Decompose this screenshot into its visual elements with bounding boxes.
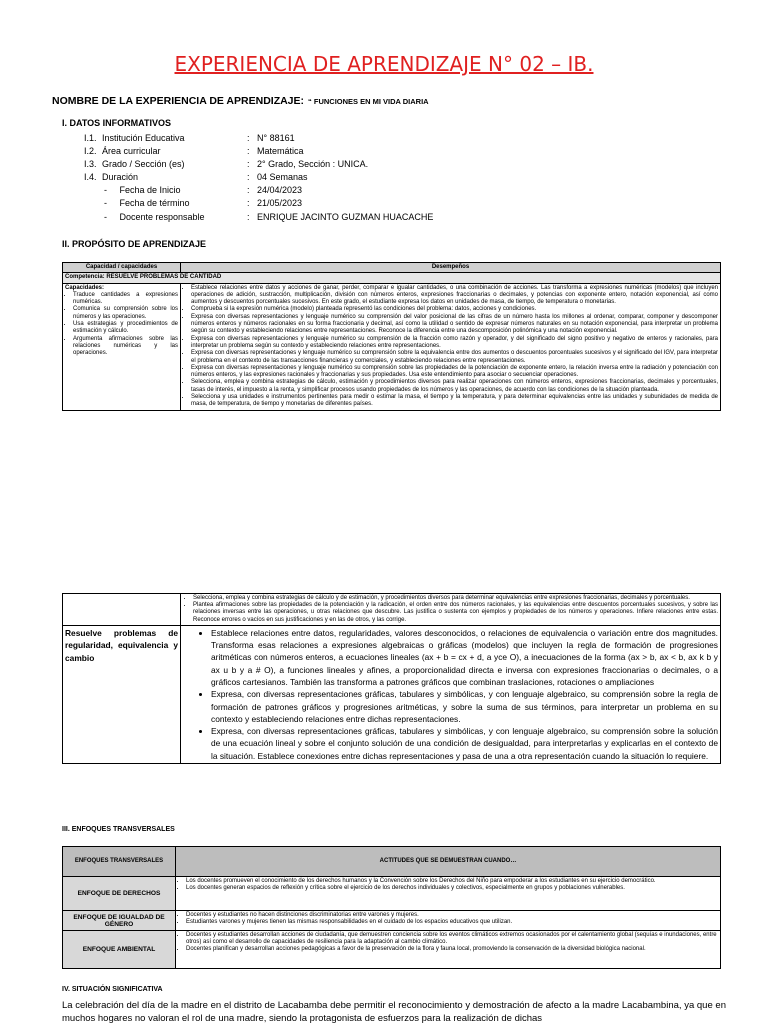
page-title: EXPERIENCIA DE APRENDIZAJE N° 02 – IB. — [174, 52, 594, 76]
competencia-regularidad-table — [62, 593, 721, 764]
info-label: Institución Educativa — [102, 133, 185, 143]
section-enfoques: III. ENFOQUES TRANSVERSALES — [62, 826, 175, 833]
list-item: • Docentes planifican y desarrollan acciones pedagógicas a favor de la preservación de la flora y fauna local, promoviendo la conservación de la diversidad biológica nacional. — [186, 946, 718, 953]
info-value: ENRIQUE JACINTO GUZMAN HUACACHE — [257, 211, 434, 222]
list-item: • Los docentes promueven el conocimiento de los derechos humanos y la Convención sobre los Derechos del Niño para empoderar a los estudiantes en su ejercicio democrático. — [186, 878, 718, 885]
experience-name-value: “ FUNCIONES EN MI VIDA DIARIA — [308, 97, 429, 106]
info-row: I.1. Institución Educativa : N° 88161 — [84, 132, 433, 145]
list-item: • Comunica su comprensión sobre los números y las operaciones. — [73, 306, 178, 321]
list-item: • Establece relaciones entre datos y acciones de ganar, perder, comparar e igualar cantidades, o una combinación de acciones. Las transforma a expresiones numéricas (modelos) que incluyen operaciones de adición, sustracción, multiplicación, división con números enteros, expresiones fraccionarias o decimales, y potencias con exponente entero, notación exponencial, así como aumentos y descuentos porcentuales sucesivos. En este grado, el estudiante expresa los datos en unidades de masa, de tiempo, de temperatura o monetarias. — [191, 285, 718, 307]
header-actitudes: ACTITUDES QUE SE DEMUESTRAN CUANDO… — [176, 847, 721, 877]
situacion-text: La celebración del día de la madre en el distrito de Lacabamba debe permitir el reconocimiento y demostración de afecto a la madre Lacabambina, ya que en muchos hogares no valoran el rol de una madre, siendo la protagonista de esfuerzos para la realización de dichas — [62, 1000, 726, 1024]
list-item: • Plantea afirmaciones sobre las propiedades de la potenciación y la radicación, el orden entre dos números racionales, y las equivalencias entre descuentos porcentuales sucesivos, y sobre las relaciones inversas entre las operaciones, u otras relaciones que descubre. Las justifica o sustenta con ejemplos y propiedades de los números y operaciones. Infiere relaciones entre estas. Reconoce errores o vacíos en sus justificaciones y en las de otros, y las corrige. — [193, 602, 718, 624]
desempenos-list — [183, 285, 718, 409]
list-item: • Expresa con diversas representaciones y lenguaje numérico su comprensión del valor posicional de las cifras de un número hasta los millones al ordenar, comparar, componer y descomponer números enteros y números racionales en su forma fraccionaria y decimal, así como la utilidad o sentido de expresar números naturales en su notación exponencial, para interpretar un problema según su contexto y estableciendo relaciones entre representaciones. Reconoce la diferencia entre una descomposición polinómica y una notación exponencial. — [191, 314, 718, 336]
info-value: Matemática — [257, 146, 304, 157]
list-item: • Estudiantes varones y mujeres tienen las mismas responsabilidades en el cuidado de los espacios educativos que utilizan. — [186, 919, 718, 926]
info-value: 21/05/2023 — [257, 198, 303, 209]
enfoque-igualdad: ENFOQUE DE IGUALDAD DE GÉNERO — [63, 911, 176, 931]
info-label: Fecha de término — [119, 198, 190, 209]
desempenos-top-list — [183, 595, 718, 624]
info-num: I.2. — [84, 146, 97, 157]
info-row: I.4. Duración : 04 Semanas — [84, 171, 433, 184]
info-num: I.3. — [84, 159, 97, 170]
enfoque-ambiental: ENFOQUE AMBIENTAL — [63, 931, 176, 969]
list-item: • Selecciona, emplea y combina estrategias de cálculo y de estimación, y procedimientos diversos para determinar equivalencias entre expresiones fraccionarias, decimales y porcentuales. — [193, 595, 718, 602]
list-item: • Usa estrategias y procedimientos de estimación y cálculo. — [73, 321, 178, 336]
header-capacidad: Capacidad / capacidades — [63, 263, 181, 273]
info-table — [84, 132, 433, 224]
list-item: • Docentes y estudiantes desarrollan acciones de ciudadanía, que demuestren conciencia sobre los eventos climáticos extremos ocasionados por el calentamiento global (sequías e inundaciones, entre otros) así como el desarrollo de capacidades de resiliencia para la adaptación al cambio climático. — [186, 932, 718, 946]
enfoque-derechos: ENFOQUE DE DERECHOS — [63, 877, 176, 911]
list-item: • Expresa con diversas representaciones y lenguaje numérico su comprensión sobre las propiedades de la potenciación de exponente entero, la relación inversa entre la radiación y potenciación con números enteros, y las expresiones racionales y fraccionarias y sus propiedades. Usa este entendimiento para asociar o secuenciar operaciones. — [191, 365, 718, 380]
actitudes-list — [178, 878, 718, 892]
list-item: • Establece relaciones entre datos, regularidades, valores desconocidos, o relaciones de equivalencia o variación entre dos magnitudes. Transforma esas relaciones a expresiones algebraicas o gráficas (modelos) que incluyen la regla de formación de progresiones aritméticas con números enteros, a ecuaciones lineales (ax + b = cx + d, a yce O), a inecuaciones de la forma (ax > b, ax < b, ax k b y ax u b y a # O), a funciones lineales y afines, a proporcionalidad directa e inversa con expresiones fraccionarias o decimales, o a gráficos cartesianos. También las transforma a patrones gráficos que combinan traslaciones, rotaciones o ampliaciones — [211, 627, 718, 688]
section-proposito: II. PROPÓSITO DE APRENDIZAJE — [62, 239, 207, 249]
actitudes-list — [178, 932, 718, 953]
desempenos-regularidad-list — [183, 627, 718, 762]
list-item: • Docentes y estudiantes no hacen distinciones discriminatorias entre varones y mujeres. — [186, 912, 718, 919]
list-item: • Expresa, con diversas representaciones gráficas, tabulares y simbólicas, y con lenguaje algebraico, su comprensión sobre la regla de formación de patrones gráficos y progresiones aritméticas, y sobre la suma de sus términos, para interpretar un problema en su contexto y estableciendo relaciones entre dichas representaciones. — [211, 688, 718, 725]
capacidades-list — [65, 292, 178, 358]
list-item: • Comprueba si la expresión numérica (modelo) planteada representó las condiciones del problema: datos, acciones y condiciones. — [191, 306, 718, 313]
info-value: N° 88161 — [257, 133, 295, 143]
section-situacion: IV. SITUACIÓN SIGNIFICATIVA — [62, 986, 163, 993]
competencia-row: Competencia: RESUELVE PROBLEMAS DE CANTIDAD — [63, 273, 721, 283]
info-row: I.3. Grado / Sección (es) : 2° Grado, Sección : UNICA. — [84, 158, 433, 171]
info-row: - Fecha de término : 21/05/2023 — [84, 197, 433, 210]
info-num: I.1. — [84, 133, 97, 143]
info-label: Fecha de Inicio — [119, 185, 181, 196]
list-item: • Selecciona y usa unidades e instrumentos pertinentes para medir o estimar la masa, el tiempo y la temperatura, y para determinar equivalencias entre las unidades y subunidades de medida de masa, de temperatura, de tiempo y monetarias de diferentes países. — [191, 394, 718, 409]
info-value: 24/04/2023 — [257, 185, 303, 196]
info-row: I.2. Área curricular : Matemática — [84, 145, 433, 158]
competencia-regularidad: Resuelve problemas de regularidad, equivalencia y cambio — [63, 625, 181, 763]
list-item: • Expresa con diversas representaciones y lenguaje numérico su comprensión de la fracción como razón y operador, y del significado del signo positivo y negativo de enteros y racionales, para interpretar un problema según su contexto y estableciendo relaciones entre representaciones. — [191, 336, 718, 351]
info-num: I.4. — [84, 172, 97, 183]
header-enfoques: ENFOQUES TRANSVERSALES — [63, 847, 176, 877]
list-item: • Selecciona, emplea y combina estrategias de cálculo, estimación y procedimientos diversos para realizar operaciones con números enteros, expresiones fraccionarias, decimales y porcentuales, tasas de interés, el impuesto a la renta, y simplificar procesos usando propiedades de los números y las operaciones, de acuerdo con las condiciones de la situación planteada. — [191, 379, 718, 394]
info-label: Grado / Sección (es) — [102, 159, 185, 170]
info-label: Duración — [102, 172, 139, 183]
info-row: - Docente responsable : ENRIQUE JACINTO GUZMAN HUACACHE — [84, 211, 433, 224]
capacidades-title: Capacidades: — [65, 284, 105, 291]
section-datos-informativos: I. DATOS INFORMATIVOS — [62, 118, 172, 128]
actitudes-list — [178, 912, 718, 926]
info-label: Área curricular — [102, 146, 161, 157]
competencia-cantidad-table — [62, 262, 721, 411]
list-item: • Expresa con diversas representaciones y lenguaje numérico su comprensión sobre la equivalencia entre dos aumentos o descuentos porcentuales sucesivos y el significado del IGV, para interpretar el problema en el contexto de las transacciones financieras y comerciales, y estableciendo relaciones entre representaciones. — [191, 350, 718, 365]
list-item: • Traduce cantidades a expresiones numéricas. — [73, 292, 178, 307]
experience-name-label: NOMBRE DE LA EXPERIENCIA DE APRENDIZAJE: — [52, 95, 305, 107]
header-desempenos: Desempeños — [181, 263, 721, 273]
info-value: 04 Semanas — [257, 172, 308, 183]
list-item: • Los docentes generan espacios de reflexión y crítica sobre el ejercicio de los derechos individuales y colectivos, especialmente en grupos y poblaciones vulnerables. — [186, 885, 718, 892]
list-item: • Expresa, con diversas representaciones gráficas, tabulares y simbólicas, y con lenguaje algebraico, su comprensión sobre la solución de una ecuación lineal y sobre el conjunto solución de una condición de desigualdad, para interpretarlas y explicarlas en el contexto de la situación. Establece conexiones entre dichas representaciones y pasa de una a otra representación cuando la situación lo requiere. — [211, 725, 718, 762]
info-label: Docente responsable — [119, 211, 205, 222]
info-value: 2° Grado, Sección : UNICA. — [257, 159, 369, 170]
experience-name — [52, 95, 429, 107]
info-row: - Fecha de Inicio : 24/04/2023 — [84, 184, 433, 197]
list-item: • Argumenta afirmaciones sobre las relaciones numéricas y las operaciones. — [73, 336, 178, 358]
enfoques-table — [62, 846, 721, 969]
